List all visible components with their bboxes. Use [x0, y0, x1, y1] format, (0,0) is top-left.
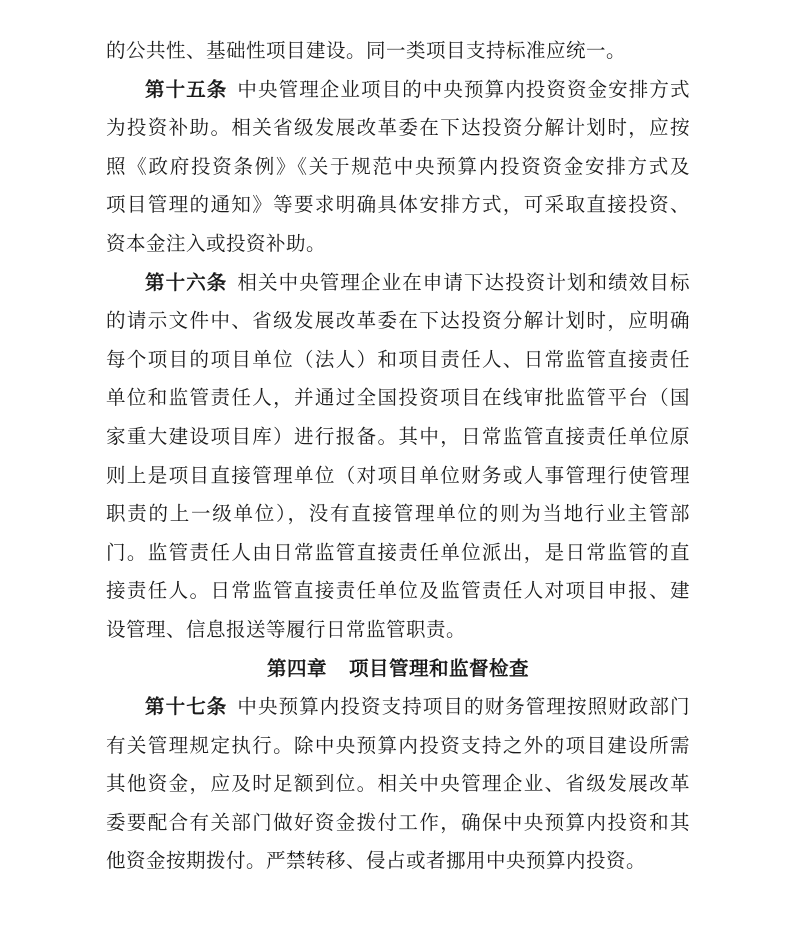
- article-17-line: 他资金按期拨付。严禁转移、侵占或者挪用中央预算内投资。: [106, 849, 647, 873]
- article-17-line: 委要配合有关部门做好资金拨付工作，确保中央预算内投资和其: [106, 810, 690, 834]
- article-15-line-1: [106, 71, 690, 110]
- article-17-line: 其他资金，应及时足额到位。相关中央管理企业、省级发展改革: [106, 772, 690, 796]
- article-16-line: 则上是项目直接管理单位（对项目单位财务或人事管理行使管理: [106, 463, 690, 487]
- article-15-line: 为投资补助。相关省级发展改革委在下达投资分解计划时，应按: [106, 116, 690, 140]
- chapter-title: 项目管理和监督检查: [349, 656, 530, 680]
- article-17-label: 第十七条: [145, 695, 228, 719]
- article-16-line-1: [106, 264, 690, 303]
- article-17-text: 中央预算内投资支持项目的财务管理按照财政部门: [237, 695, 690, 719]
- article-17-line-1: [106, 688, 690, 727]
- document-page: [106, 32, 690, 881]
- article-15-line: 照《政府投资条例》《关于规范中央预算内投资资金安排方式及: [106, 154, 690, 178]
- article-15-label: 第十五条: [145, 77, 228, 101]
- article-16-line: 设管理、信息报送等履行日常监管职责。: [106, 617, 467, 641]
- article-16-line: 家重大建设项目库）进行报备。其中，日常监管直接责任单位原: [106, 424, 690, 448]
- chapter-heading: [106, 650, 690, 689]
- paragraph-line: 的公共性、基础性项目建设。同一类项目支持标准应统一。: [106, 39, 627, 62]
- article-15-text: 中央管理企业项目的中央预算内投资资金安排方式: [237, 77, 690, 101]
- article-16-line: 单位和监管责任人，并通过全国投资项目在线审批监管平台（国: [106, 386, 690, 410]
- article-15-line: 资本金注入或投资补助。: [106, 231, 327, 255]
- article-17-line: 有关管理规定执行。除中央预算内投资支持之外的项目建设所需: [106, 733, 690, 757]
- article-16-line: 的请示文件中、省级发展改革委在下达投资分解计划时，应明确: [106, 309, 690, 333]
- article-15-line: 项目管理的通知》等要求明确具体安排方式，可采取直接投资、: [106, 193, 690, 217]
- article-16-line: 门。监管责任人由日常监管直接责任单位派出，是日常监管的直: [106, 540, 690, 564]
- article-16-line: 每个项目的项目单位（法人）和项目责任人、日常监管直接责任: [106, 347, 690, 371]
- article-16-label: 第十六条: [145, 270, 228, 294]
- chapter-number: 第四章: [266, 656, 327, 680]
- article-16-line: 职责的上一级单位），没有直接管理单位的则为当地行业主管部: [106, 502, 690, 526]
- article-16-text: 相关中央管理企业在申请下达投资计划和绩效目标: [237, 270, 690, 294]
- article-16-line: 接责任人。日常监管直接责任单位及监管责任人对项目申报、建: [106, 579, 690, 603]
